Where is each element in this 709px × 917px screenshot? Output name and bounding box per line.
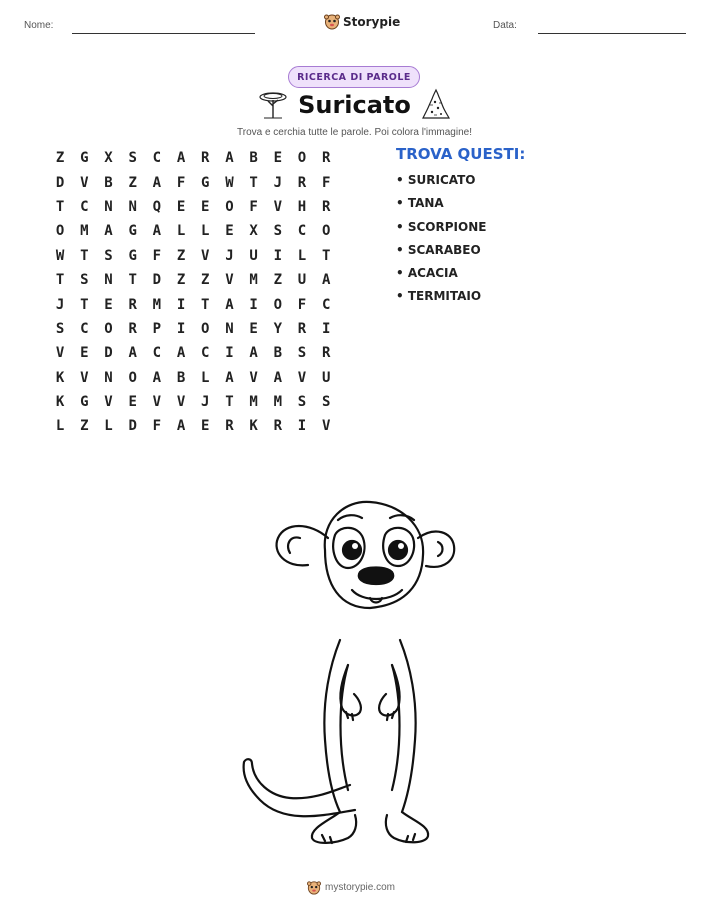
grid-cell[interactable]: T: [80, 296, 89, 313]
footer-url[interactable]: mystorypie.com: [325, 882, 396, 893]
grid-cell[interactable]: S: [321, 394, 331, 411]
grid-cell[interactable]: G: [80, 150, 89, 167]
grid-cell[interactable]: S: [128, 150, 137, 167]
grid-cell[interactable]: U: [297, 272, 307, 289]
grid-cell[interactable]: T: [128, 272, 137, 289]
grid-cell[interactable]: A: [152, 174, 162, 191]
instructions: Trova e cerchia tutte le parole. Poi colora l'immagine!: [237, 127, 472, 138]
grid-cell[interactable]: O: [104, 320, 113, 337]
word-item: • TANA: [396, 196, 444, 211]
grid-cell[interactable]: B: [273, 345, 282, 362]
grid-cell[interactable]: F: [321, 174, 331, 191]
grid-cell[interactable]: V: [80, 174, 89, 191]
grid-cell[interactable]: M: [80, 223, 89, 240]
grid-cell[interactable]: J: [55, 296, 65, 313]
grid-row: [48, 341, 338, 365]
grid-cell[interactable]: O: [201, 320, 210, 337]
grid-cell[interactable]: S: [55, 320, 65, 337]
grid-cell[interactable]: A: [225, 369, 234, 386]
grid-cell[interactable]: A: [176, 150, 186, 167]
grid-row: [48, 414, 338, 438]
name-label: Nome:: [24, 20, 54, 31]
grid-cell[interactable]: K: [55, 369, 65, 386]
grid-cell[interactable]: L: [55, 418, 65, 435]
grid-row: [48, 366, 338, 390]
grid-cell[interactable]: R: [273, 418, 282, 435]
grid-cell[interactable]: T: [225, 394, 234, 411]
grid-cell[interactable]: N: [104, 369, 113, 386]
grid-cell[interactable]: N: [104, 272, 113, 289]
grid-cell[interactable]: R: [201, 150, 210, 167]
grid-cell[interactable]: H: [297, 198, 307, 215]
grid-cell[interactable]: V: [225, 272, 234, 289]
grid-cell[interactable]: A: [128, 345, 137, 362]
grid-cell[interactable]: G: [80, 394, 89, 411]
brand-name: Storypie: [343, 14, 401, 29]
grid-cell[interactable]: I: [176, 320, 186, 337]
grid-cell[interactable]: C: [297, 223, 307, 240]
grid-cell[interactable]: D: [104, 345, 113, 362]
grid-cell[interactable]: V: [104, 394, 113, 411]
grid-cell[interactable]: V: [297, 369, 307, 386]
grid-cell[interactable]: S: [297, 345, 307, 362]
grid-cell[interactable]: A: [176, 345, 186, 362]
grid-cell[interactable]: J: [201, 394, 210, 411]
grid-cell[interactable]: W: [225, 174, 234, 191]
grid-cell[interactable]: V: [176, 394, 186, 411]
grid-cell[interactable]: I: [249, 296, 258, 313]
grid-cell[interactable]: I: [176, 296, 186, 313]
grid-cell[interactable]: D: [55, 174, 65, 191]
grid-cell[interactable]: B: [176, 369, 186, 386]
grid-cell[interactable]: R: [128, 296, 137, 313]
date-label: Data:: [493, 20, 517, 31]
grid-cell[interactable]: Z: [80, 418, 89, 435]
category-badge: RICERCA DI PAROLE: [288, 66, 420, 88]
grid-cell[interactable]: F: [152, 247, 162, 264]
grid-cell[interactable]: M: [152, 296, 162, 313]
page-title: Suricato: [298, 91, 411, 119]
grid-cell[interactable]: V: [201, 247, 210, 264]
grid-cell[interactable]: O: [321, 223, 331, 240]
grid-cell[interactable]: E: [201, 198, 210, 215]
word-list: [396, 170, 486, 310]
grid-cell[interactable]: M: [249, 272, 258, 289]
grid-cell[interactable]: A: [225, 150, 234, 167]
word-item: • TERMITAIO: [396, 289, 482, 304]
grid-cell[interactable]: U: [321, 369, 331, 386]
word-list-title: TROVA QUESTI:: [396, 145, 526, 163]
grid-cell[interactable]: N: [128, 198, 137, 215]
grid-cell[interactable]: L: [201, 369, 210, 386]
grid-row: [48, 146, 338, 170]
grid-cell[interactable]: C: [80, 320, 89, 337]
grid-cell[interactable]: V: [273, 198, 282, 215]
grid-cell[interactable]: E: [249, 320, 258, 337]
grid-cell[interactable]: V: [152, 394, 162, 411]
grid-cell[interactable]: Z: [176, 247, 186, 264]
grid-cell[interactable]: S: [80, 272, 89, 289]
grid-cell[interactable]: Z: [55, 150, 65, 167]
grid-cell[interactable]: F: [249, 198, 258, 215]
grid-cell[interactable]: L: [104, 418, 113, 435]
grid-cell[interactable]: V: [80, 369, 89, 386]
grid-cell[interactable]: Z: [201, 272, 210, 289]
grid-cell[interactable]: E: [176, 198, 186, 215]
grid-cell[interactable]: T: [321, 247, 331, 264]
grid-cell[interactable]: L: [297, 247, 307, 264]
grid-cell[interactable]: T: [80, 247, 89, 264]
grid-cell[interactable]: D: [152, 272, 162, 289]
grid-cell[interactable]: R: [321, 150, 331, 167]
grid-cell[interactable]: E: [80, 345, 89, 362]
grid-cell[interactable]: O: [297, 150, 307, 167]
grid-cell[interactable]: I: [225, 345, 234, 362]
grid-cell[interactable]: E: [273, 150, 282, 167]
grid-cell[interactable]: Z: [128, 174, 137, 191]
grid-cell[interactable]: O: [128, 369, 137, 386]
grid-cell[interactable]: T: [55, 272, 65, 289]
date-line[interactable]: [538, 33, 686, 34]
grid-cell[interactable]: V: [249, 369, 258, 386]
grid-cell[interactable]: N: [225, 320, 234, 337]
word-item: • SCORPIONE: [396, 219, 487, 234]
grid-cell[interactable]: C: [321, 296, 331, 313]
grid-cell[interactable]: J: [225, 247, 234, 264]
grid-cell[interactable]: T: [201, 296, 210, 313]
grid-cell[interactable]: O: [55, 223, 65, 240]
grid-cell[interactable]: C: [201, 345, 210, 362]
grid-cell[interactable]: T: [249, 174, 258, 191]
grid-cell[interactable]: Q: [152, 198, 162, 215]
grid-cell[interactable]: R: [225, 418, 234, 435]
grid-cell[interactable]: R: [297, 174, 307, 191]
grid-cell[interactable]: E: [104, 296, 113, 313]
grid-cell[interactable]: X: [104, 150, 113, 167]
grid-cell[interactable]: U: [249, 247, 258, 264]
grid-row: [48, 195, 338, 219]
grid-cell[interactable]: F: [152, 418, 162, 435]
grid-cell[interactable]: S: [297, 394, 307, 411]
grid-row: [48, 244, 338, 268]
grid-cell[interactable]: D: [128, 418, 137, 435]
grid-cell[interactable]: G: [128, 247, 137, 264]
grid-cell[interactable]: M: [249, 394, 258, 411]
grid-cell[interactable]: O: [273, 296, 282, 313]
grid-cell[interactable]: A: [104, 223, 113, 240]
name-line[interactable]: [72, 33, 255, 34]
grid-cell[interactable]: G: [128, 223, 137, 240]
grid-cell[interactable]: K: [249, 418, 258, 435]
grid-cell[interactable]: S: [273, 223, 282, 240]
grid-cell[interactable]: A: [321, 272, 331, 289]
grid-cell[interactable]: A: [225, 296, 234, 313]
grid-cell[interactable]: V: [321, 418, 331, 435]
grid-cell[interactable]: T: [55, 198, 65, 215]
word-search-grid: [48, 146, 338, 439]
grid-cell[interactable]: V: [55, 345, 65, 362]
grid-cell[interactable]: B: [104, 174, 113, 191]
grid-cell[interactable]: I: [321, 320, 331, 337]
grid-cell[interactable]: C: [152, 345, 162, 362]
grid-cell[interactable]: E: [201, 418, 210, 435]
grid-cell[interactable]: M: [273, 394, 282, 411]
meerkat-coloring-illustration[interactable]: [230, 490, 480, 860]
grid-cell[interactable]: F: [297, 296, 307, 313]
grid-row: [48, 268, 338, 292]
grid-row: [48, 390, 338, 414]
meerkat-logo-icon: [307, 880, 321, 895]
grid-cell[interactable]: P: [152, 320, 162, 337]
grid-cell[interactable]: A: [249, 345, 258, 362]
grid-cell[interactable]: J: [273, 174, 282, 191]
grid-cell[interactable]: A: [273, 369, 282, 386]
word-item: • SCARABEO: [396, 242, 481, 257]
grid-cell[interactable]: S: [104, 247, 113, 264]
meerkat-logo-icon: [324, 13, 340, 30]
grid-cell[interactable]: A: [152, 223, 162, 240]
grid-cell[interactable]: X: [249, 223, 258, 240]
termite-mound-icon: [421, 88, 451, 120]
grid-cell[interactable]: A: [176, 418, 186, 435]
grid-row: [48, 219, 338, 243]
grid-cell[interactable]: C: [152, 150, 162, 167]
grid-cell[interactable]: K: [55, 394, 65, 411]
grid-cell[interactable]: Z: [176, 272, 186, 289]
grid-cell[interactable]: N: [104, 198, 113, 215]
grid-row: [48, 170, 338, 194]
grid-cell[interactable]: L: [176, 223, 186, 240]
grid-cell[interactable]: I: [273, 247, 282, 264]
grid-cell[interactable]: Z: [273, 272, 282, 289]
grid-cell[interactable]: A: [152, 369, 162, 386]
grid-cell[interactable]: F: [176, 174, 186, 191]
grid-cell[interactable]: R: [321, 345, 331, 362]
word-item: • ACACIA: [396, 266, 458, 281]
grid-cell[interactable]: R: [297, 320, 307, 337]
footer: [307, 880, 395, 895]
grid-cell[interactable]: O: [225, 198, 234, 215]
grid-cell[interactable]: E: [225, 223, 234, 240]
word-item: • SURICATO: [396, 173, 476, 187]
grid-cell[interactable]: W: [55, 247, 65, 264]
grid-cell[interactable]: R: [321, 198, 331, 215]
grid-cell[interactable]: L: [201, 223, 210, 240]
grid-row: [48, 292, 338, 316]
grid-cell[interactable]: R: [128, 320, 137, 337]
grid-cell[interactable]: C: [80, 198, 89, 215]
grid-cell[interactable]: B: [249, 150, 258, 167]
grid-cell[interactable]: E: [128, 394, 137, 411]
grid-row: [48, 317, 338, 341]
grid-cell[interactable]: I: [297, 418, 307, 435]
grid-cell[interactable]: G: [201, 174, 210, 191]
brand-logo: [324, 13, 400, 30]
grid-cell[interactable]: Y: [273, 320, 282, 337]
